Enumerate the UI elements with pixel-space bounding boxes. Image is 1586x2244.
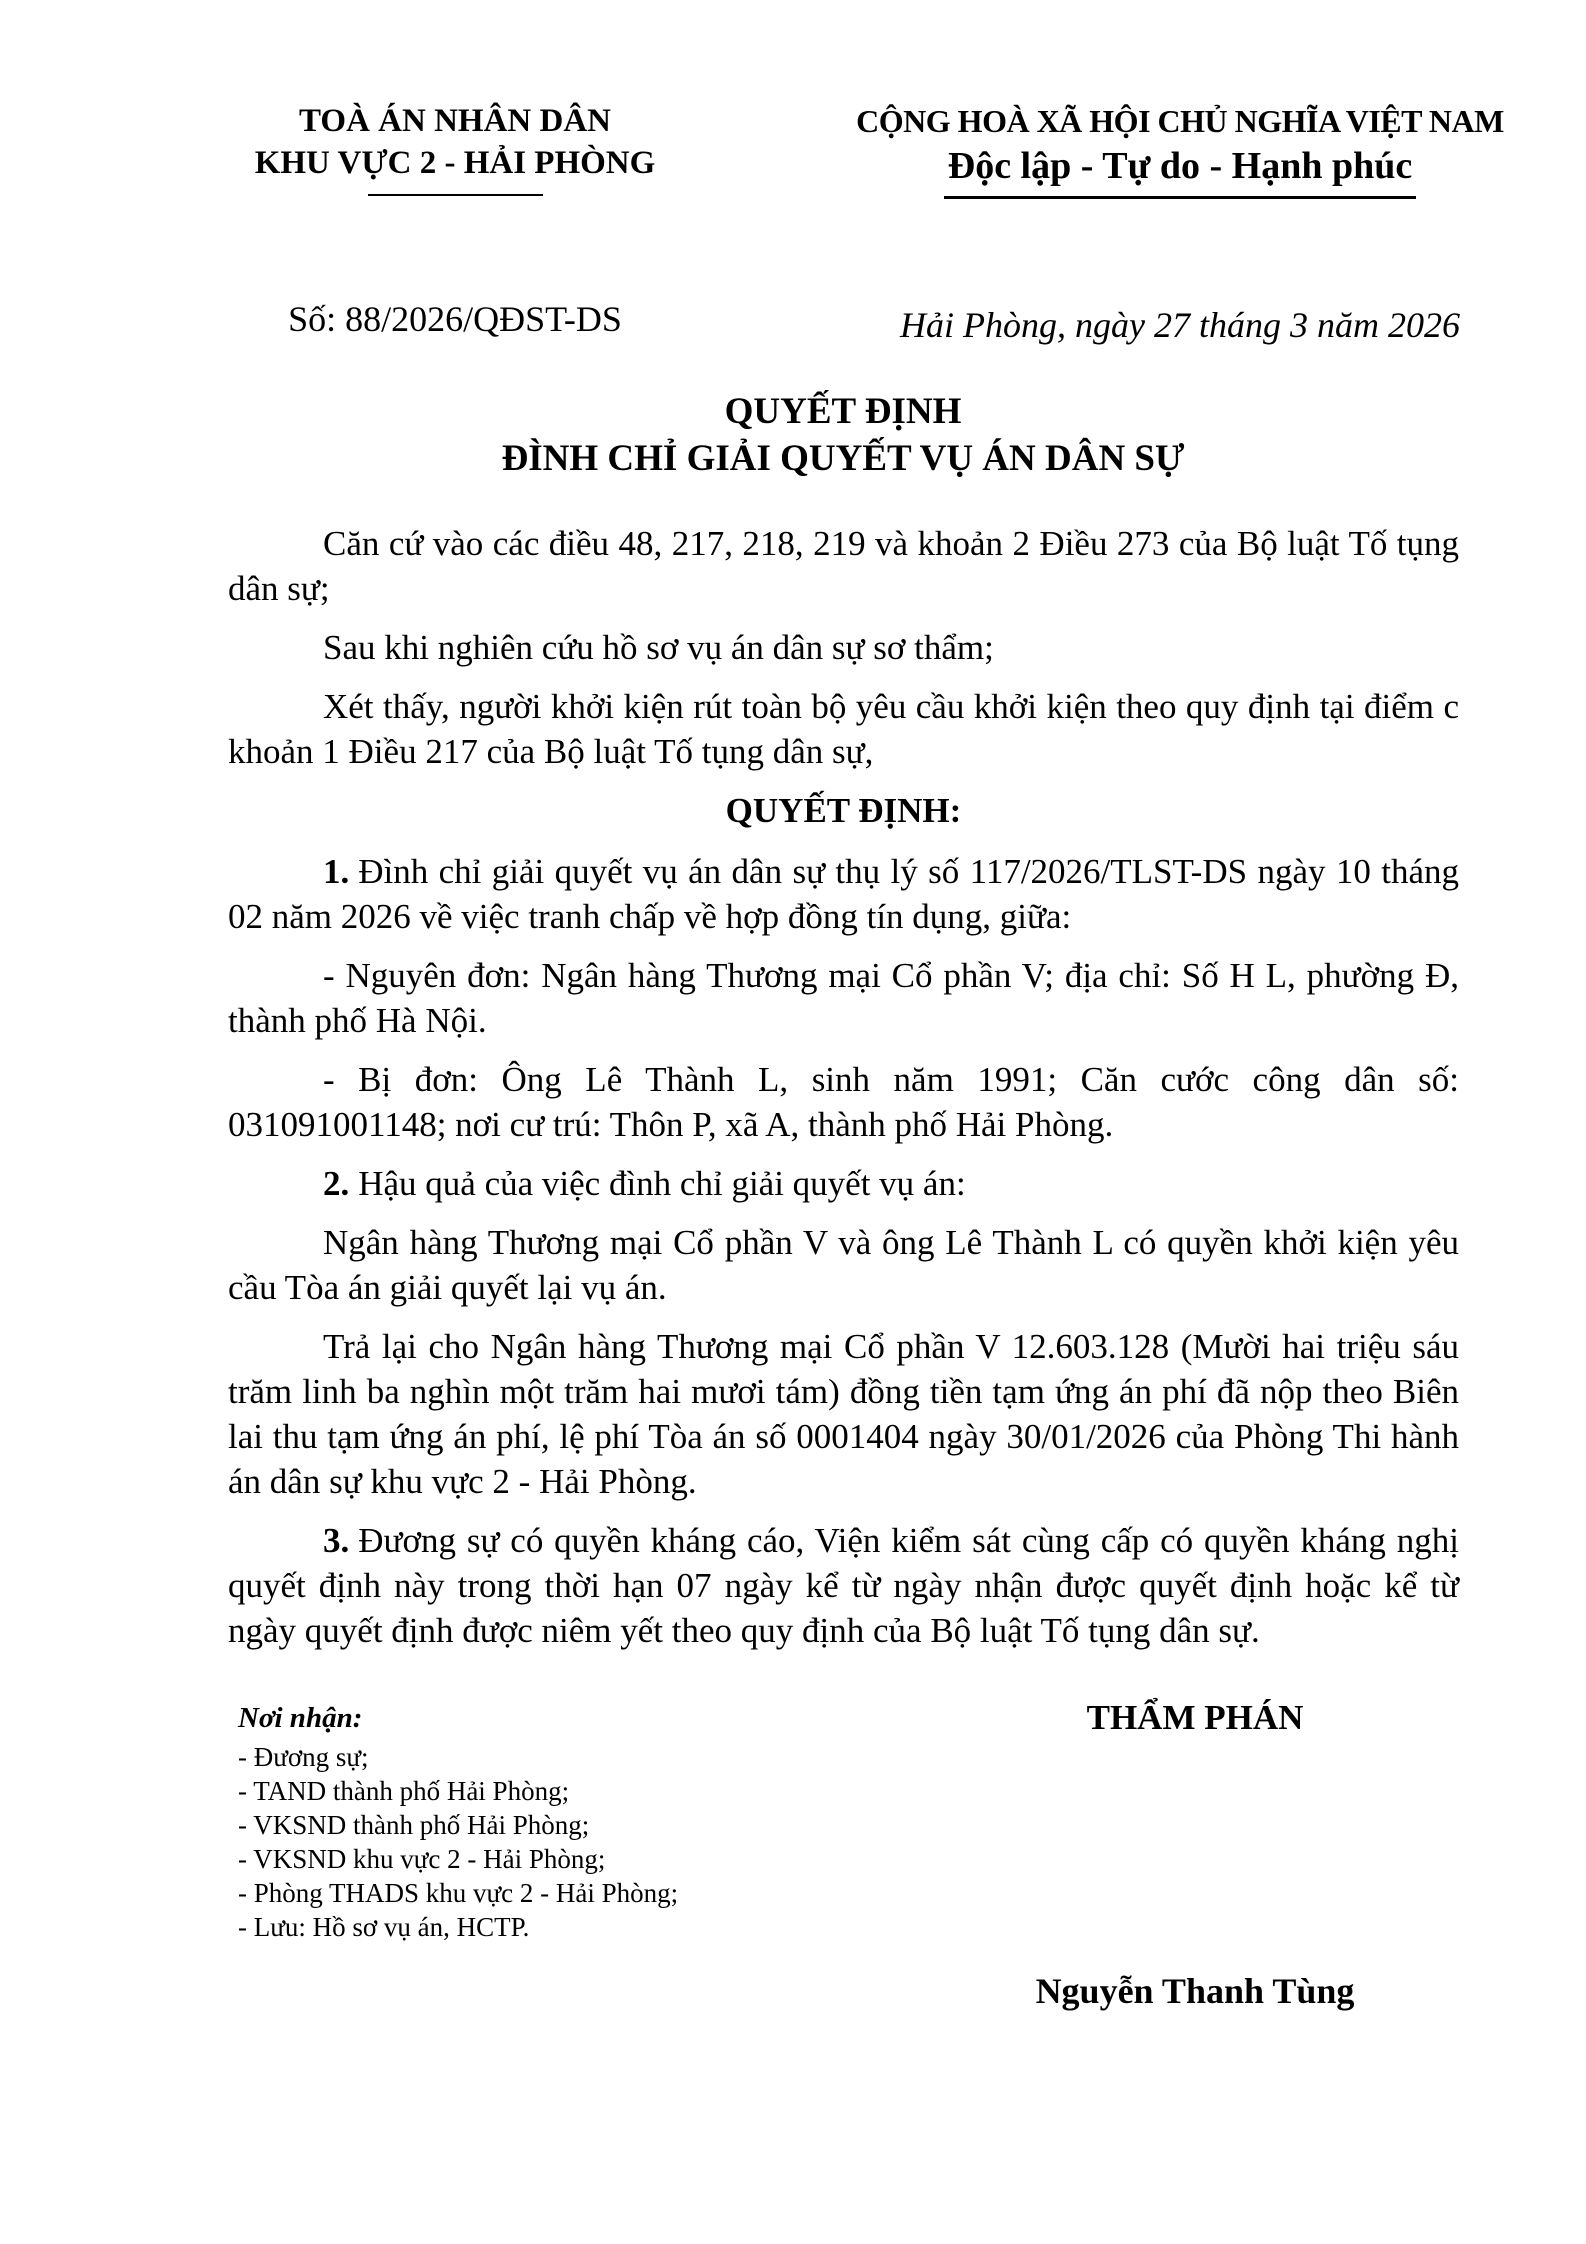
decision-item [228, 849, 1459, 939]
decision-section-heading: QUYẾT ĐỊNH: [725, 791, 962, 830]
decision-item [228, 1518, 1459, 1653]
decision-item-number: 2. [323, 1164, 350, 1203]
decision-item-text: Hậu quả của việc đình chỉ giải quyết vụ án: [358, 1164, 966, 1203]
decision-item-number: 3. [323, 1521, 350, 1560]
court-name-line1: TOÀ ÁN NHÂN DÂN [299, 103, 611, 139]
decision-item-text: Đương sự có quyền kháng cáo, Viện kiểm sát cùng cấp có quyền kháng nghị quyết định này trong thời hạn 07 ngày kể từ ngày nhận được quyết định hoặc kể từ ngày quyết định được niêm yết theo quy định của Bộ luật Tố tụng dân sự. [228, 1521, 1459, 1650]
decision-item-text: Đình chỉ giải quyết vụ án dân sự thụ lý số 117/2026/TLST-DS ngày 10 tháng 02 năm 2026 về việc tranh chấp về hợp đồng tín dụng, giữa: [228, 852, 1459, 936]
document-body [228, 521, 1459, 1667]
document-title [228, 388, 1458, 482]
paragraph-text: Căn cứ vào các điều 48, 217, 218, 219 và khoản 2 Điều 273 của Bộ luật Tố tụng dân sự; [228, 524, 1459, 608]
document-title-line1: QUYẾT ĐỊNH [724, 391, 962, 432]
signer-role: THẨM PHÁN [1086, 1698, 1304, 1737]
document-number: Số: 88/2026/QĐST-DS [288, 299, 622, 339]
plaintiff-paragraph [228, 953, 1459, 1043]
recipient-item: - Lưu: Hồ sơ vụ án, HCTP. [238, 1912, 530, 1942]
republic-name: CỘNG HOÀ XÃ HỘI CHỦ NGHĨA VIỆT NAM [856, 103, 1504, 139]
preamble-paragraph [228, 684, 1459, 774]
decision-item-number: 1. [323, 852, 350, 891]
consequence-paragraph [228, 1220, 1459, 1310]
recipient-item: - TAND thành phố Hải Phòng; [238, 1776, 570, 1806]
preamble-paragraph [228, 625, 1459, 670]
decision-item [228, 1161, 1459, 1206]
republic-motto: Độc lập - Tự do - Hạnh phúc [944, 142, 1417, 199]
document-title-line2: ĐÌNH CHỈ GIẢI QUYẾT VỤ ÁN DÂN SỰ [501, 438, 1185, 479]
court-header-underline [368, 194, 543, 196]
court-name-line2: KHU VỰC 2 - HẢI PHÒNG [254, 145, 656, 181]
paragraph-text: Trả lại cho Ngân hàng Thương mại Cổ phần V 12.603.128 (Mười hai triệu sáu trăm linh ba nghìn một trăm hai mươi tám) đồng tiền tạm ứng án phí đã nộp theo Biên lai thu tạm ứng án phí, lệ phí Tòa án số 0001404 ngày 30/01/2026 của Phòng Thi hành án dân sự khu vực 2 - Hải Phòng. [228, 1327, 1459, 1501]
paragraph-text: - Bị đơn: Ông Lê Thành L, sinh năm 1991; Căn cước công dân số: 031091001148; nơi cư trú: Thôn P, xã A, thành phố Hải Phòng. [228, 1060, 1459, 1144]
defendant-paragraph [228, 1057, 1459, 1147]
recipient-item: - VKSND thành phố Hải Phòng; [238, 1810, 590, 1840]
paragraph-text: Sau khi nghiên cứu hồ sơ vụ án dân sự sơ thẩm; [323, 628, 994, 667]
refund-paragraph [228, 1324, 1459, 1504]
preamble-paragraph [228, 521, 1459, 611]
national-header-block [840, 100, 1520, 199]
paragraph-text: Xét thấy, người khởi kiện rút toàn bộ yêu cầu khởi kiện theo quy định tại điểm c khoản 1 Điều 217 của Bộ luật Tố tụng dân sự, [228, 687, 1459, 771]
recipient-item: - Phòng THADS khu vực 2 - Hải Phòng; [238, 1878, 679, 1908]
paragraph-text: - Nguyên đơn: Ngân hàng Thương mại Cổ phần V; địa chỉ: Số H L, phường Đ, thành phố Hà Nội. [228, 956, 1459, 1040]
recipients-label: Nơi nhận: [238, 1702, 363, 1734]
recipient-item: - Đương sự; [238, 1742, 369, 1772]
place-and-date: Hải Phòng, ngày 27 tháng 3 năm 2026 [900, 305, 1460, 345]
paragraph-text: Ngân hàng Thương mại Cổ phần V và ông Lê Thành L có quyền khởi kiện yêu cầu Tòa án giải quyết lại vụ án. [228, 1223, 1459, 1307]
recipient-item: - VKSND khu vực 2 - Hải Phòng; [238, 1844, 606, 1874]
court-header-block [150, 100, 760, 196]
signer-name: Nguyễn Thanh Tùng [1035, 1971, 1355, 2011]
recipients-block [238, 1700, 858, 1944]
